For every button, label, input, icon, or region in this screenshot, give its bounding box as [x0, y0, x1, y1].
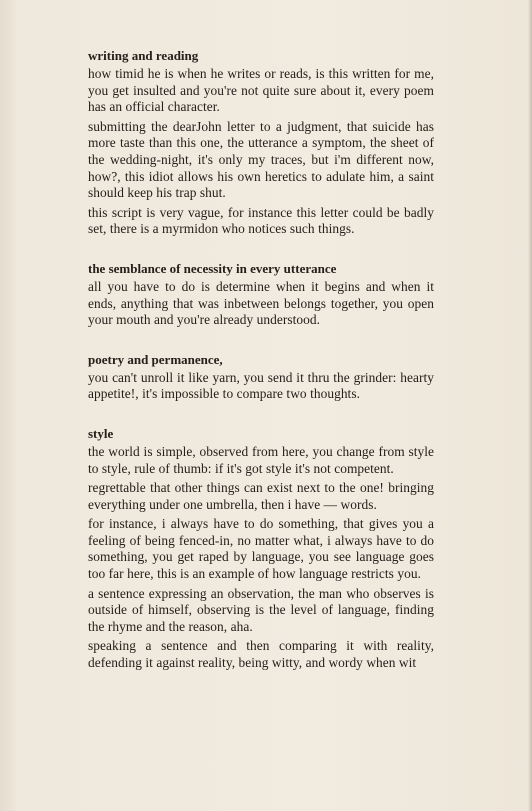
- section-heading: writing and reading: [88, 48, 199, 63]
- section-style: [88, 426, 434, 672]
- paragraph: how timid he is when he writes or reads, is this written for me, you get insulted and you're not quite sure about it, every poem has an official character.: [88, 66, 434, 115]
- page-edge-shadow: [528, 0, 532, 811]
- section-semblance-of-necessity: [88, 261, 434, 329]
- paragraph: regrettable that other things can exist next to the one! bringing everything under one umbrella, then i have — words.: [88, 480, 434, 512]
- section-heading: style: [88, 425, 114, 441]
- paragraph: this script is very vague, for instance this letter could be badly set, there is a myrmidon who notices such things.: [88, 204, 434, 237]
- section-heading: poetry and permanence,: [88, 351, 223, 367]
- section-poetry-and-permanence: [88, 352, 434, 403]
- paragraph: all you have to do is determine when it begins and when it ends, anything that was inbetween belongs together, you open your mouth and you're already understood.: [88, 278, 434, 328]
- paragraph: submitting the dearJohn letter to a judgment, that suicide has more taste than this one, the utterance a symptom, the sheet of the wedding-night, it's only my traces, but i'm different now, how?, this idiot allows his own heretics to adulate him, a saint should keep his trap shut.: [88, 118, 434, 201]
- section-heading: the semblance of necessity in every utterance: [88, 260, 337, 276]
- paragraph: the world is simple, observed from here, you change from style to style, rule of thumb: if it's got style it's not competent.: [88, 443, 434, 476]
- paragraph: a sentence expressing an observation, the man who observes is outside of himself, observing is the level of language, finding the rhyme and the reason, aha.: [88, 585, 434, 634]
- paragraph: you can't unroll it like yarn, you send it thru the grinder: hearty appetite!, it's impossible to compare two thoughts.: [88, 369, 434, 402]
- paragraph: speaking a sentence and then comparing it with reality, defending it against reality, being witty, and wordy when wit: [88, 638, 434, 671]
- page-text: [88, 48, 434, 675]
- section-writing-and-reading: [88, 48, 434, 238]
- paragraph: for instance, i always have to do something, that gives you a feeling of being fenced-in, no matter what, i always have to do something, you get raped by language, you see language goes too far here, this is an example of how language restricts you.: [88, 516, 434, 582]
